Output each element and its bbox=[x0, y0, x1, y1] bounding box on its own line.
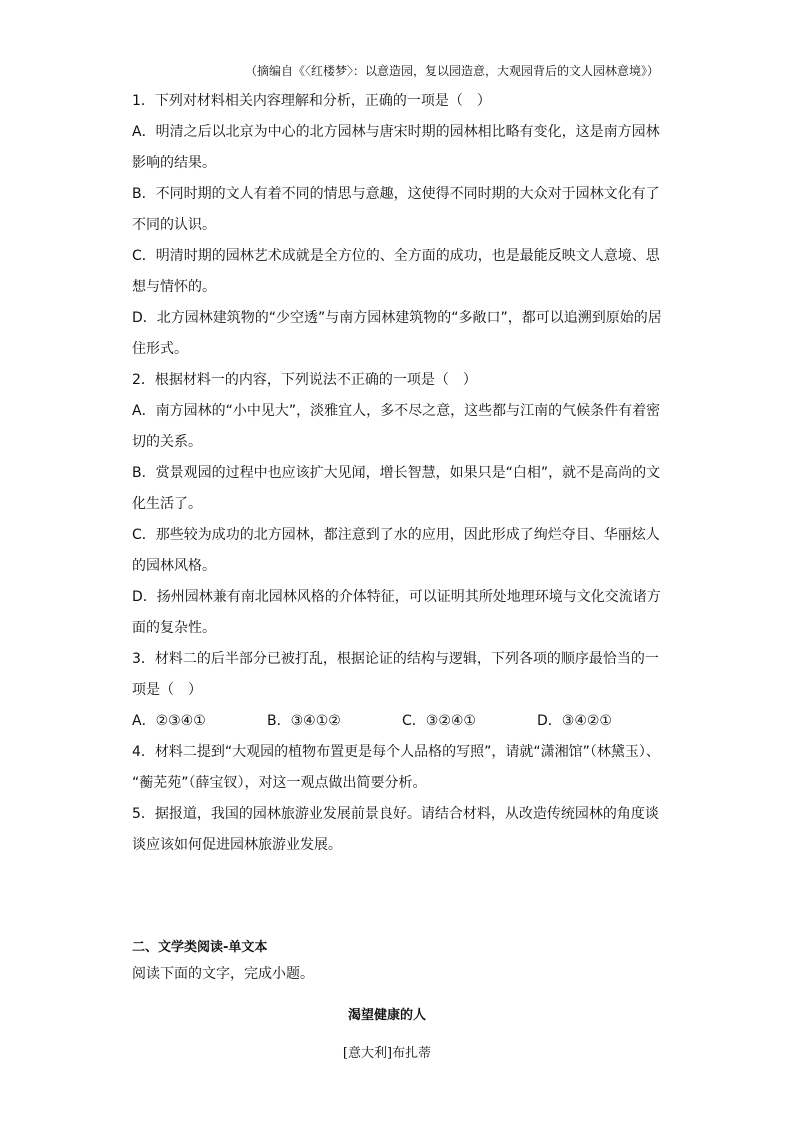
option-a-line-1: A．明清之后以北京为中心的北方园林与唐宋时期的园林相比略有变化，这是南方园林 bbox=[132, 124, 660, 140]
question-3 bbox=[132, 644, 672, 737]
question-stem: 1．下列对材料相关内容理解和分析，正确的一项是（ ） bbox=[132, 93, 491, 109]
option-a-line-2: 切的关系。 bbox=[132, 434, 202, 450]
question-5 bbox=[132, 799, 672, 861]
option-b-line-1: B．赏景观园的过程中也应该扩大见闻，增长智慧，如果只是“白相”，就不是高尚的文 bbox=[132, 465, 661, 481]
question-stem-line-1: 3．材料二的后半部分已被打乱，根据论证的结构与逻辑，下列各项的顺序最恰当的一 bbox=[132, 651, 659, 667]
story-author: [意大利]布扎蒂 bbox=[342, 1046, 432, 1061]
choice-d: D．③④②① bbox=[537, 713, 612, 729]
option-d-line-2: 住形式。 bbox=[132, 341, 188, 357]
choice-row bbox=[132, 706, 672, 737]
question-stem-line-1: 4．材料二提到“大观园的植物布置更是每个人品格的写照”，请就“潇湘馆”（林黛玉）、 bbox=[132, 744, 660, 760]
question-stem-line-2: “蘅芜苑”（薛宝钗），对这一观点做出简要分析。 bbox=[132, 775, 427, 791]
question-stem-line-2: 项是（ ） bbox=[132, 682, 202, 698]
choice-b: B．③④①② bbox=[267, 713, 341, 729]
question-stem-line-2: 谈应该如何促进园林旅游业发展。 bbox=[132, 837, 342, 853]
option-b-line-2: 化生活了。 bbox=[132, 496, 202, 512]
question-2 bbox=[132, 365, 672, 644]
option-c-line-1: C．明清时期的园林艺术成就是全方位的、全方面的成功，也是最能反映文人意境、思 bbox=[132, 248, 660, 264]
option-b-line-2: 不同的认识。 bbox=[132, 217, 216, 233]
option-b-line-1: B．不同时期的文人有着不同的情思与意趣，这使得不同时期的大众对于园林文化有了 bbox=[132, 186, 660, 202]
question-4 bbox=[132, 737, 672, 799]
choice-c: C．③②④① bbox=[402, 713, 476, 729]
option-c-line-2: 的园林风格。 bbox=[132, 558, 216, 574]
option-c-line-1: C．那些较为成功的北方园林，都注意到了水的应用，因此形成了绚烂夺目、华丽炫人 bbox=[132, 527, 660, 543]
source-note: （摘编自《〈红楼梦〉：以意造园，复以园造意，大观园背后的文人园林意境》） bbox=[244, 64, 659, 78]
question-stem: 2．根据材料一的内容，下列说法不正确的一项是（ ） bbox=[132, 372, 477, 388]
option-d-line-2: 面的复杂性。 bbox=[132, 620, 216, 636]
section-heading: 二、文学类阅读-单文本 bbox=[132, 940, 268, 955]
document-page bbox=[132, 60, 672, 1067]
question-1 bbox=[132, 86, 672, 365]
option-a-line-1: A．南方园林的“小中见大”，淡雅宜人，多不尽之意，这些都与江南的气候条件有着密 bbox=[132, 403, 661, 419]
choice-a: A．②③④① bbox=[132, 713, 206, 729]
option-c-line-2: 想与情怀的。 bbox=[132, 279, 216, 295]
option-d-line-1: D．北方园林建筑物的“少空透”与南方园林建筑物的“多敞口”，都可以追溯到原始的居 bbox=[132, 310, 662, 326]
option-a-line-2: 影响的结果。 bbox=[132, 155, 216, 171]
story-title: 渴望健康的人 bbox=[347, 1008, 426, 1023]
option-d-line-1: D．扬州园林兼有南北园林风格的介体特征，可以证明其所处地理环境与文化交流诸方 bbox=[132, 589, 661, 605]
question-stem-line-1: 5．据报道，我国的园林旅游业发展前景良好。请结合材料，从改造传统园林的角度谈 bbox=[132, 806, 659, 822]
reading-instruction: 阅读下面的文字，完成小题。 bbox=[132, 966, 314, 982]
